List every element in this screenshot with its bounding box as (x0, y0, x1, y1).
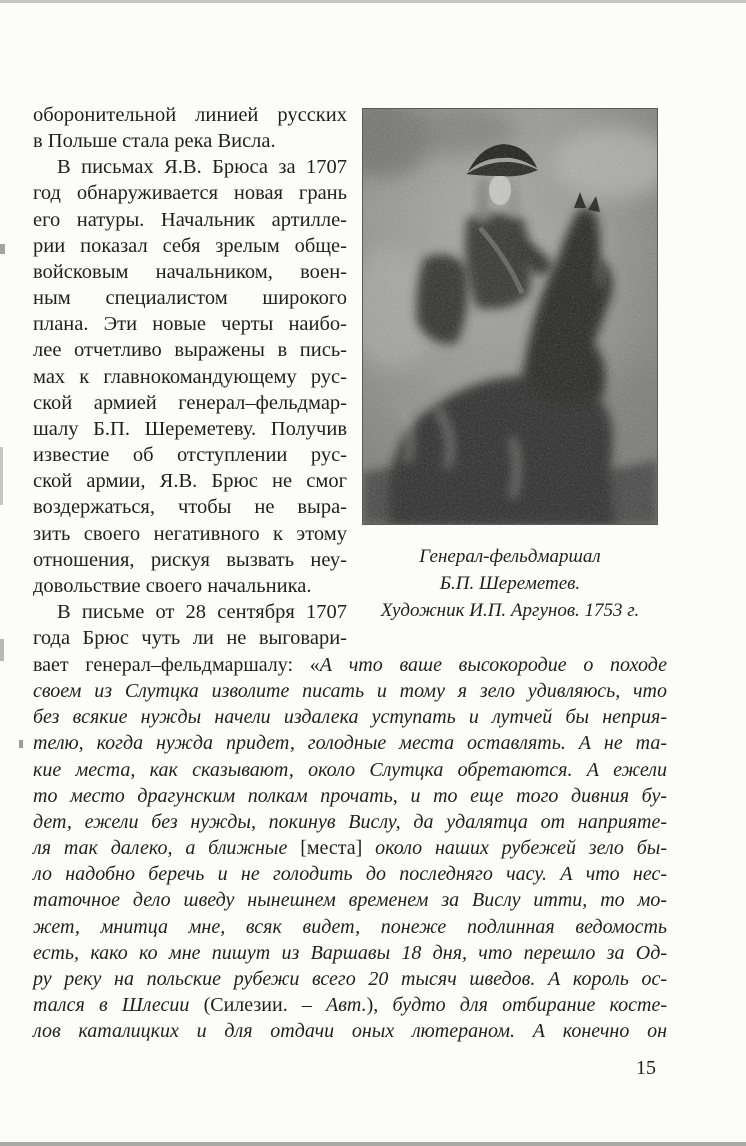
text-line (33, 914, 667, 940)
text-line (33, 887, 667, 913)
quote-text-block (33, 652, 667, 1044)
text-segment: рии показал себя зрелым обще- (33, 234, 347, 257)
roman-text-segment: вает генерал–фельдмаршалу: « (33, 654, 320, 676)
scan-edge-bottom (0, 1142, 746, 1146)
text-line (33, 1018, 667, 1044)
text-line (33, 992, 667, 1018)
text-segment: отношения, рискуя вызвать неу- (33, 548, 347, 571)
text-line (33, 704, 667, 730)
portrait-figure (362, 108, 658, 525)
text-line (33, 861, 667, 887)
text-line (33, 678, 667, 704)
text-segment: плана. Эти новые черты наибо- (33, 313, 347, 336)
text-line (33, 128, 347, 154)
equestrian-portrait-image (362, 108, 658, 525)
text-line (33, 521, 347, 547)
roman-text-segment: ), (366, 994, 393, 1017)
text-segment: есть, како ко мне пишут из Варшавы 18 дня, что перешло за Од- (33, 941, 667, 964)
text-line (33, 207, 347, 233)
text-segment: в Польше стала река Висла. (33, 130, 276, 153)
text-line (33, 311, 347, 337)
text-line (33, 102, 347, 128)
text-segment: Генерал-фельдмаршал (419, 546, 601, 567)
scan-artifact (0, 447, 3, 505)
roman-text-segment: (Силезии. – (203, 994, 327, 1017)
text-segment: тался в Шлесии (33, 994, 204, 1017)
text-line (33, 652, 667, 678)
text-line (33, 233, 347, 259)
text-segment: будто для отбирание косте- (392, 994, 668, 1017)
left-text-column (33, 102, 347, 651)
portrait-caption (352, 543, 668, 624)
text-segment: дет, ежели без нужды, покинув Вислу, да удалятца от наприяте- (33, 810, 667, 833)
text-line (33, 625, 347, 651)
text-segment: лов каталицких и для отдачи оных лютераном. А конечно он (33, 1020, 667, 1043)
text-segment: ным специалистом широкого (33, 287, 347, 310)
text-line (33, 390, 347, 416)
scan-artifact (0, 244, 5, 254)
text-line (33, 416, 347, 442)
text-segment: ля так далеко, а ближные (33, 837, 301, 860)
text-line (33, 154, 347, 180)
text-line (33, 599, 347, 625)
text-line (33, 966, 667, 992)
text-segment: Б.П. Шереметев. (439, 573, 581, 594)
text-segment: год обнаруживается новая грань (33, 182, 347, 205)
text-line (352, 597, 668, 624)
text-line (33, 573, 347, 599)
text-segment: то место драгунским полкам прочать, и то еще того дивния бу- (33, 784, 667, 807)
scan-artifact (0, 639, 4, 661)
text-segment: ру реку на польские рубежи всего 20 тысяч шведов. А король ос- (33, 967, 667, 990)
text-segment: ло надобно беречь и не голодить до последняго часу. А что нес- (33, 863, 667, 886)
text-segment: кие места, как сказывают, около Слутцка обретаются. А ежели (33, 758, 667, 781)
text-segment: шалу Б.П. Шереметеву. Получив (33, 417, 347, 440)
text-line (33, 468, 347, 494)
text-segment: В письмах Я.В. Брюса за 1707 (57, 156, 347, 179)
text-segment: таточное дело шведу нынешнем временем за Вислу итти, то мо- (33, 889, 667, 912)
text-segment: ской армией генерал–фельдмар- (33, 391, 347, 414)
text-line (33, 337, 347, 363)
text-segment: оборонительной линией русских (33, 104, 347, 126)
scan-edge-top (0, 0, 746, 3)
text-line (33, 285, 347, 311)
text-line (33, 180, 347, 206)
text-line (33, 547, 347, 573)
text-line (352, 570, 668, 597)
text-line (33, 940, 667, 966)
text-segment: войсковым начальником, воен- (33, 260, 347, 283)
text-segment: ской армии, Я.В. Брюс не смог (33, 470, 347, 493)
text-segment: известие об отступлении рус- (33, 444, 347, 467)
text-segment: зить своего негативного к этому (33, 522, 347, 545)
text-segment: года Брюс чуть ли не выговари- (33, 627, 347, 650)
scan-grain-overlay (362, 108, 658, 525)
text-line (33, 442, 347, 468)
text-segment: Авт. (326, 994, 367, 1017)
text-segment: около наших рубежей зело бы- (362, 837, 667, 860)
text-segment: без всякие нужды начели издалека уступать и лутчей бы неприя- (33, 706, 667, 729)
page-number: 15 (636, 1057, 656, 1079)
text-line (33, 809, 667, 835)
text-segment: телю, когда нужда придет, голодные места оставлять. А не та- (33, 732, 667, 755)
text-line (33, 259, 347, 285)
text-line (33, 835, 667, 861)
roman-text-segment: [места] (300, 837, 363, 860)
text-segment: мах к главнокомандующему рус- (33, 365, 347, 388)
text-segment: его натуры. Начальник артилле- (33, 208, 347, 231)
text-segment: В письме от 28 сентября 1707 (57, 600, 347, 623)
text-line (33, 364, 347, 390)
text-segment: лее отчетливо выражены в пись- (33, 339, 347, 362)
text-segment: жет, мнитца мне, всяк видет, понеже подлинная ведомость (33, 915, 667, 938)
text-line (33, 757, 667, 783)
text-segment: довольствие своего начальника. (33, 574, 312, 597)
text-segment: Художник И.П. Аргунов. 1753 г. (380, 600, 640, 621)
text-line (33, 783, 667, 809)
text-segment: своем из Слутцка изволите писать и тому я зело удивляюсь, что (33, 680, 667, 703)
scan-artifact (19, 740, 23, 748)
text-line (33, 494, 347, 520)
text-line (33, 730, 667, 756)
text-segment: воздержаться, чтобы не выра- (33, 496, 347, 519)
text-line (352, 543, 668, 570)
text-segment: А что ваше высокородие о походе (319, 654, 668, 676)
